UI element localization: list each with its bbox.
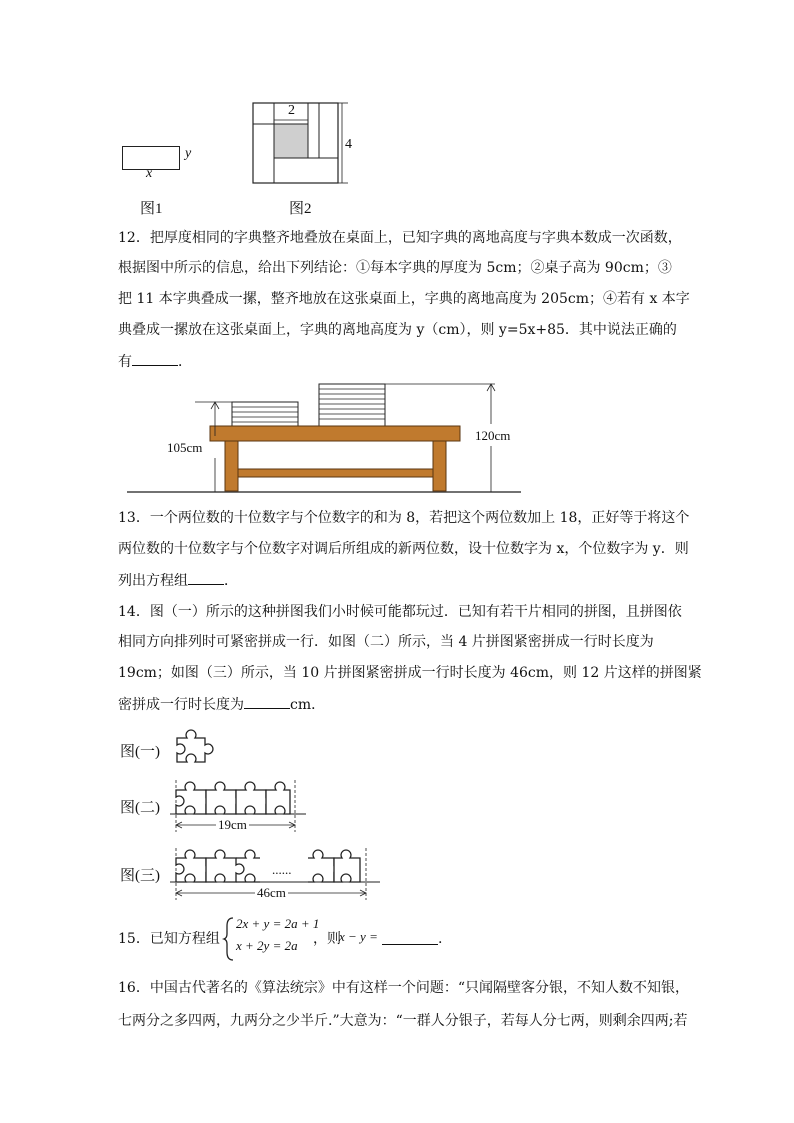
q12-answer-blank[interactable] bbox=[132, 351, 178, 366]
q15-equation-2: x + 2y = 2a bbox=[236, 938, 298, 953]
q12-last-prefix: 有 bbox=[118, 354, 132, 370]
shaded-square bbox=[274, 124, 308, 158]
q15-prefix: 15．已知方程组 bbox=[118, 931, 220, 947]
q13-last-suffix: ． bbox=[224, 573, 238, 589]
figure-1 bbox=[118, 140, 208, 210]
table-figure bbox=[125, 378, 525, 498]
q12-line-1: 12．把厚度相同的字典整齐地叠放在桌面上，已知字典的离地高度与字典本数成一次函数， bbox=[118, 230, 682, 246]
q14-line-2: 相同方向排列时可紧密拼成一行．如图（二）所示，当 4 片拼图紧密拼成一行时长度为 bbox=[118, 634, 654, 650]
q13-line-3 bbox=[118, 570, 238, 591]
q12-line-4: 典叠成一摞放在这张桌面上，字典的离地高度为 y（cm），则 y=5x+85．其中说法正确的 bbox=[118, 322, 677, 338]
system-brace bbox=[223, 916, 235, 962]
q13-answer-blank[interactable] bbox=[188, 570, 224, 585]
q12-last-suffix: ． bbox=[178, 354, 192, 370]
q14-line-1: 14．图（一）所示的这种拼图我们小时候可能都玩过．已知有若干片相同的拼图，且拼图依 bbox=[118, 604, 682, 620]
q13-line-2: 两位数的十位数字与个位数字对调后所组成的新两位数，设十位数字为 x，个位数字为 y．则 bbox=[118, 541, 689, 557]
q14-line-4 bbox=[118, 694, 325, 715]
q14-last-suffix: cm． bbox=[290, 697, 326, 713]
four-piece-row bbox=[170, 778, 330, 838]
q16-line-1: 16．中国古代著名的《算法统宗》中有这样一个问题：“只闻隔壁客分银，不知人数不知银， bbox=[118, 980, 689, 996]
fig-three-label: 图(三) bbox=[120, 868, 160, 884]
q12-line-2: 根据图中所示的信息，给出下列结论：①每本字典的厚度为 5cm；②桌子高为 90cm；③ bbox=[118, 260, 672, 276]
q15-answer-blank[interactable] bbox=[382, 930, 438, 945]
label-x: x bbox=[146, 166, 153, 181]
q15-expression: x − y = bbox=[339, 929, 378, 944]
table-left-height-label: 105cm bbox=[167, 440, 203, 455]
q14-last-prefix: 密拼成一行时长度为 bbox=[118, 697, 244, 713]
q15-middle: ，则 bbox=[313, 931, 341, 947]
q12-line-3: 把 11 本字典叠成一摞，整齐地放在这张桌面上，字典的离地高度为 205cm；④若有 x 本字 bbox=[118, 291, 690, 307]
q15-suffix: . bbox=[438, 931, 443, 947]
fig2-label-width: 2 bbox=[288, 103, 295, 118]
fig-one-label: 图(一) bbox=[120, 744, 160, 760]
fig-two-label: 图(二) bbox=[120, 800, 160, 816]
fig2-label-height: 4 bbox=[345, 137, 352, 152]
single-puzzle-piece bbox=[173, 730, 223, 770]
label-y: y bbox=[185, 146, 192, 161]
fig-three-length-label: 46cm bbox=[257, 885, 286, 900]
figure-1-caption: 图1 bbox=[140, 201, 163, 217]
q14-line-3: 19cm；如图（三）所示，当 10 片拼图紧密拼成一行时长度为 46cm，则 12 片这样的拼图紧 bbox=[118, 665, 702, 681]
fig-two-length-label: 19cm bbox=[218, 817, 247, 832]
fig-three-ellipsis: ...... bbox=[272, 862, 292, 877]
q16-line-2: 七两分之多四两，九两分之少半斤.”大意为：“一群人分银子，若每人分七两，则剩余四两;若 bbox=[118, 1013, 688, 1029]
q13-line-1: 13．一个两位数的十位数字与个位数字的和为 8，若把这个两位数加上 18，正好等于将这个 bbox=[118, 510, 690, 526]
table-right-height-label: 120cm bbox=[475, 428, 511, 443]
q12-line-5 bbox=[118, 351, 192, 372]
q15-equation-1: 2x + y = 2a + 1 bbox=[236, 916, 320, 931]
q14-answer-blank[interactable] bbox=[244, 694, 290, 709]
figure-2-caption: 图2 bbox=[289, 201, 312, 217]
q13-last-prefix: 列出方程组 bbox=[118, 573, 188, 589]
